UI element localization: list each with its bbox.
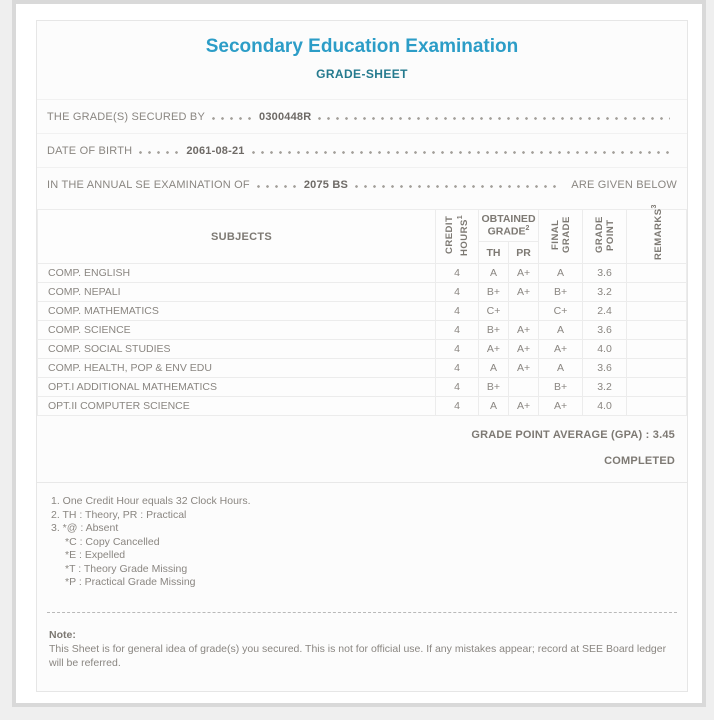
info-row-examination-year xyxy=(37,167,687,201)
footnotes xyxy=(51,495,687,590)
table-row xyxy=(38,340,687,359)
grade-point: 3.6 xyxy=(583,359,627,378)
page-title: Secondary Education Examination xyxy=(205,36,519,57)
note-text: This Sheet is for general idea of grade(s) you secured. This is not for official use. If any mistakes appear; record at SEE Board ledger will be referred. xyxy=(49,642,667,669)
dotted-leader xyxy=(355,185,560,188)
info-row-date-of-birth xyxy=(37,133,687,167)
grade-point: 3.2 xyxy=(583,378,627,397)
grade-point: 4.0 xyxy=(583,397,627,416)
dotted-leader xyxy=(252,151,670,154)
gpa-value: GRADE POINT AVERAGE (GPA) : 3.45 xyxy=(471,429,675,441)
table-row xyxy=(38,264,687,283)
col-header-remarks: REMARKS$^3$ xyxy=(627,210,687,264)
col-header-th: TH xyxy=(479,242,509,264)
final-grade: A+ xyxy=(539,397,583,416)
table-row xyxy=(38,359,687,378)
grades-table-header xyxy=(38,204,687,264)
theory-grade: B+ xyxy=(479,378,509,397)
grade-point: 2.4 xyxy=(583,302,627,321)
grade-point: 3.6 xyxy=(583,264,627,283)
grade-point: 3.2 xyxy=(583,283,627,302)
theory-grade: A+ xyxy=(479,340,509,359)
col-header-grade-point: GRADE POINT xyxy=(583,210,627,264)
footnote-line: 1. One Credit Hour equals 32 Clock Hours. xyxy=(51,495,251,507)
table-row xyxy=(38,302,687,321)
student-info-section xyxy=(37,99,687,201)
theory-grade: A xyxy=(479,397,509,416)
subject-name: COMP. SOCIAL STUDIES xyxy=(38,340,436,359)
credit-hours: 4 xyxy=(436,283,479,302)
practical-grade: A+ xyxy=(509,264,539,283)
table-row xyxy=(38,397,687,416)
credit-hours: 4 xyxy=(436,340,479,359)
subject-name: OPT.II COMPUTER SCIENCE xyxy=(38,397,436,416)
remarks xyxy=(627,397,687,416)
info-row-grades-secured-by xyxy=(37,99,687,133)
credit-hours: 4 xyxy=(436,359,479,378)
dotted-leader xyxy=(318,117,670,120)
credit-hours: 4 xyxy=(436,302,479,321)
col-header-obtained-grade: OBTAINED GRADE$^2$ xyxy=(479,210,539,242)
symbol-number-value: 0300448R xyxy=(259,110,312,123)
subject-name: COMP. HEALTH, POP & ENV EDU xyxy=(38,359,436,378)
credit-hours: 4 xyxy=(436,378,479,397)
grade-point: 4.0 xyxy=(583,340,627,359)
final-grade: B+ xyxy=(539,283,583,302)
table-row xyxy=(38,378,687,397)
info-label: DATE OF BIRTH xyxy=(47,144,133,157)
footnote-line: *P : Practical Grade Missing xyxy=(65,576,196,588)
exam-year-value: 2075 BS xyxy=(303,178,349,191)
date-of-birth-value: 2061-08-21 xyxy=(186,144,245,157)
remarks xyxy=(627,302,687,321)
final-grade: C+ xyxy=(539,302,583,321)
footnote-line: *C : Copy Cancelled xyxy=(65,535,160,548)
theory-grade: A xyxy=(479,264,509,283)
final-grade: A xyxy=(539,321,583,340)
page-sheet xyxy=(16,4,702,703)
grade-point: 3.6 xyxy=(583,321,627,340)
grade-sheet-document xyxy=(36,20,688,692)
credit-hours: 4 xyxy=(436,264,479,283)
practical-grade: A+ xyxy=(509,397,539,416)
theory-grade: A xyxy=(479,359,509,378)
subject-name: COMP. NEPALI xyxy=(38,283,436,302)
final-grade: B+ xyxy=(539,378,583,397)
page-subtitle: GRADE-SHEET xyxy=(316,67,408,81)
footnote-line: *T : Theory Grade Missing xyxy=(65,562,188,575)
subject-name: COMP. ENGLISH xyxy=(38,264,436,283)
col-header-credit-hours: CREDIT HOURS$^1$ xyxy=(436,210,479,264)
subject-name: COMP. MATHEMATICS xyxy=(38,302,436,321)
remarks xyxy=(627,378,687,397)
col-header-subjects: SUBJECTS xyxy=(38,210,436,264)
remarks xyxy=(627,321,687,340)
result-summary xyxy=(37,416,687,483)
subject-name: COMP. SCIENCE xyxy=(38,321,436,340)
info-label: THE GRADE(S) SECURED BY xyxy=(47,110,206,123)
practical-grade: A+ xyxy=(509,340,539,359)
note-title: Note: xyxy=(49,628,76,641)
credit-hours: 4 xyxy=(436,321,479,340)
dotted-leader xyxy=(257,185,297,188)
subject-name: OPT.I ADDITIONAL MATHEMATICS xyxy=(38,378,436,397)
credit-hours: 4 xyxy=(436,397,479,416)
footnote-line: *E : Expelled xyxy=(65,549,126,561)
col-header-pr: PR xyxy=(509,242,539,264)
info-label: IN THE ANNUAL SE EXAMINATION OF xyxy=(47,178,250,191)
dotted-leader xyxy=(212,117,252,120)
dotted-leader xyxy=(139,151,179,154)
footnote-line: 2. TH : Theory, PR : Practical xyxy=(51,508,187,521)
theory-grade: B+ xyxy=(479,283,509,302)
theory-grade: C+ xyxy=(479,302,509,321)
practical-grade: A+ xyxy=(509,321,539,340)
remarks xyxy=(627,264,687,283)
table-row xyxy=(38,321,687,340)
col-header-final-grade: FINAL GRADE xyxy=(539,210,583,264)
remarks xyxy=(627,340,687,359)
final-grade: A xyxy=(539,359,583,378)
note-section xyxy=(49,628,673,670)
practical-grade xyxy=(509,302,539,321)
remarks xyxy=(627,283,687,302)
final-grade: A+ xyxy=(539,340,583,359)
theory-grade: B+ xyxy=(479,321,509,340)
practical-grade: A+ xyxy=(509,283,539,302)
footnote-line: 3. *@ : Absent xyxy=(51,522,119,534)
practical-grade xyxy=(509,378,539,397)
table-row xyxy=(38,283,687,302)
status-badge: COMPLETED xyxy=(604,455,675,467)
final-grade: A xyxy=(539,264,583,283)
dashed-divider xyxy=(47,612,677,613)
remarks xyxy=(627,359,687,378)
practical-grade: A+ xyxy=(509,359,539,378)
info-suffix: ARE GIVEN BELOW xyxy=(571,178,677,191)
grades-table xyxy=(37,204,687,416)
